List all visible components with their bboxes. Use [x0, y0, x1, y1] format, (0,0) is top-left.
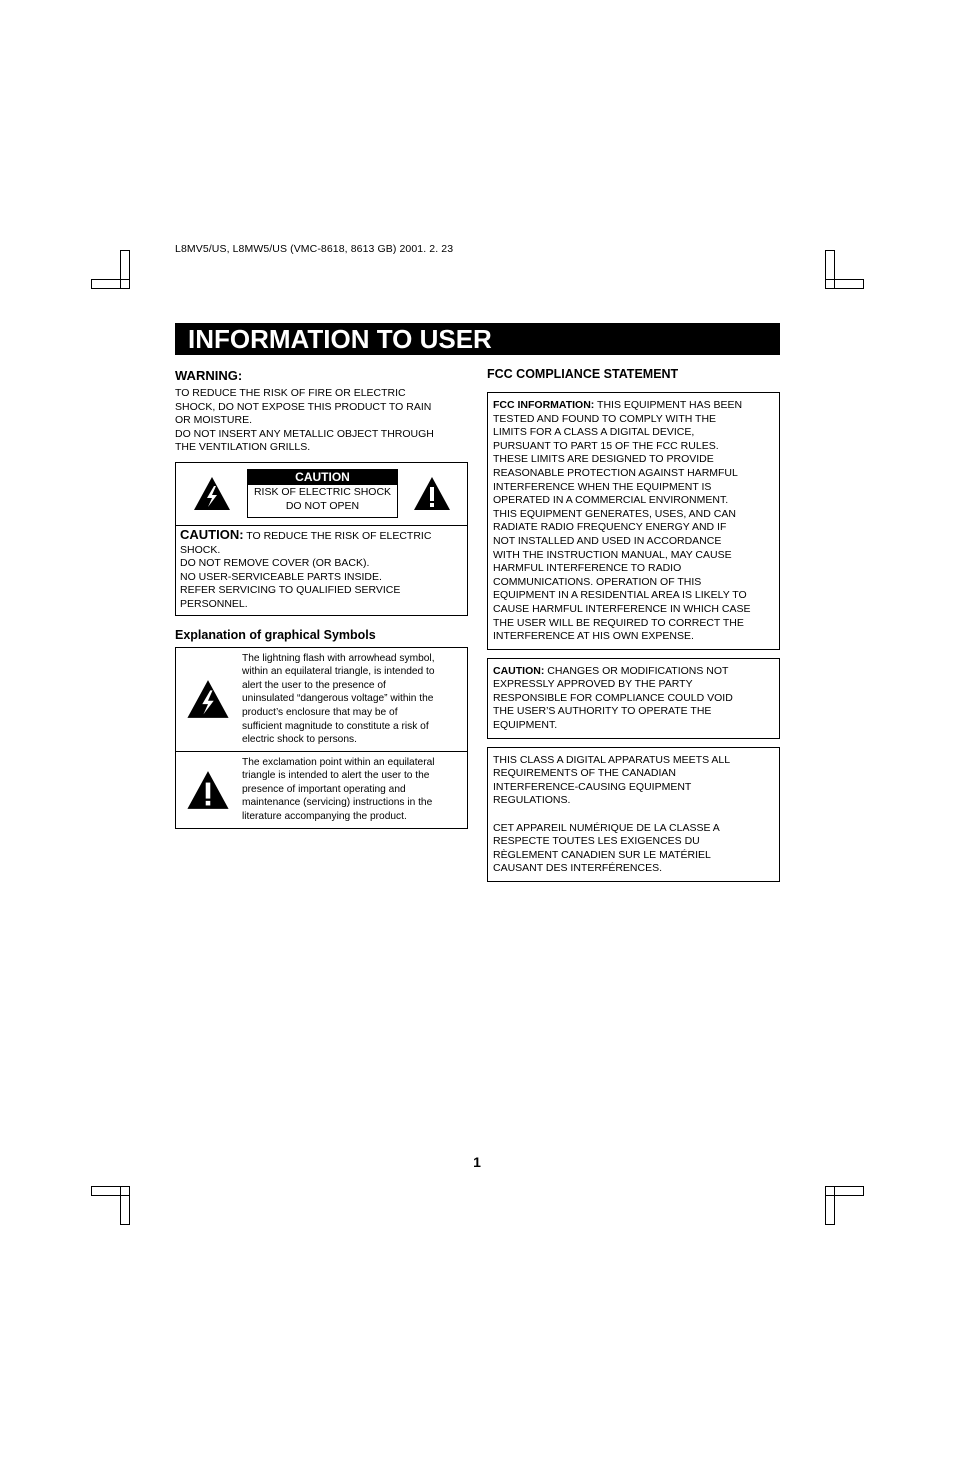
- caution-text: CAUTION: TO REDUCE THE RISK OF ELECTRIC SHOCK. DO NOT REMOVE COVER (OR BACK). NO USER-SERVICEABLE PARTS INSIDE. REFER SERVICING TO QUALIFIED SERVICE PERSONNEL.: [180, 526, 432, 610]
- exclamation-triangle-icon: [176, 752, 240, 828]
- page-number: 1: [473, 1154, 481, 1170]
- caution-label-head: CAUTION: [248, 470, 397, 485]
- fcc-information-label: FCC INFORMATION:: [493, 399, 595, 411]
- fcc-information-box: FCC INFORMATION: THIS EQUIPMENT HAS BEEN TESTED AND FOUND TO COMPLY WITH THE LIMITS FOR A CLASS A DIGITAL DEVICE, PURSUANT TO PART 15 OF THE FCC RULES. THESE LIMITS ARE DESIGNED TO PROVIDE REASONABLE PROTECTION AGAINST HARMFUL INTERFERENCE WHEN THE EQUIPMENT IS OPERATED IN A COMMERCIAL ENVIRONMENT. THIS EQUIPMENT GENERATES, USES, AND CAN RADIATE RADIO FREQUENCY ENERGY AND IF NOT INSTALLED AND USED IN ACCORDANCE WITH THE INSTRUCTION MANUAL, MAY CAUSE HARMFUL INTERFERENCE TO RADIO COMMUNICATIONS. OPERATION OF THIS EQUIPMENT IN A RESIDENTIAL AREA IS LIKELY TO CAUSE HARMFUL INTERFERENCE IN WHICH CASE THE USER WILL BE REQUIRED TO CORRECT THE INTERFERENCE AT HIS OWN EXPENSE.: [487, 392, 780, 650]
- caution-label-line2: DO NOT OPEN: [285, 499, 360, 512]
- exclamation-description: The exclamation point within an equilateral triangle is intended to alert the user to the presence of important operating and maintenance (servicing) instructions in the literature accompanying the product.: [242, 756, 435, 823]
- fcc-caution-box: CAUTION: CHANGES OR MODIFICATIONS NOT EXPRESSLY APPROVED BY THE PARTY RESPONSIBLE FOR COMPLIANCE COULD VOID THE USER’S AUTHORITY TO OPERATE THE EQUIPMENT.: [487, 658, 780, 739]
- fcc-heading: FCC COMPLIANCE STATEMENT: [487, 367, 679, 381]
- lightning-triangle-icon: [193, 476, 231, 516]
- caution-label-line1: RISK OF ELECTRIC SHOCK: [253, 485, 392, 498]
- fcc-caution-label: CAUTION:: [493, 664, 545, 677]
- symbol-row-lightning: [176, 648, 467, 751]
- exclamation-triangle-icon: [413, 476, 451, 516]
- caution-text-label: CAUTION:: [180, 526, 244, 542]
- model-header: L8MV5/US, L8MW5/US (VMC-8618, 8613 GB) 2001. 2. 23: [175, 243, 454, 255]
- right-column: [487, 366, 780, 882]
- symbols-table: [175, 647, 468, 829]
- symbol-row-exclamation: [176, 751, 467, 828]
- lightning-triangle-icon: [176, 648, 240, 751]
- caution-panel: [175, 462, 468, 616]
- canada-compliance-box: THIS CLASS A DIGITAL APPARATUS MEETS ALL REQUIREMENTS OF THE CANADIAN INTERFERENCE-CAUSING EQUIPMENT REGULATIONS. CET APPAREIL NUMÉRIQUE DE LA CLASSE A RESPECTE TOUTES LES EXIGENCES DU RÈGLEMENT CANADIEN SUR LE MATÉRIEL CAUSANT DES INTERFÉRENCES.: [487, 747, 780, 882]
- warning-text: TO REDUCE THE RISK OF FIRE OR ELECTRIC SHOCK, DO NOT EXPOSE THIS PRODUCT TO RAIN OR MOISTURE. DO NOT INSERT ANY METALLIC OBJECT THROUGH THE VENTILATION GRILLS.: [175, 387, 434, 454]
- left-column: [175, 368, 468, 829]
- caution-label-box: [247, 469, 398, 518]
- symbols-heading: Explanation of graphical Symbols: [175, 627, 376, 642]
- caution-label-row: [176, 463, 467, 526]
- lightning-description: The lightning flash with arrowhead symbol, within an equilateral triangle, is intended to alert the user to the presence of uninsulated “dangerous voltage” within the product’s enclosure that may be of sufficient magnitude to constitute a risk of electric shock to persons.: [242, 652, 435, 746]
- page-title: INFORMATION TO USER: [175, 323, 780, 355]
- warning-heading: WARNING:: [175, 368, 243, 383]
